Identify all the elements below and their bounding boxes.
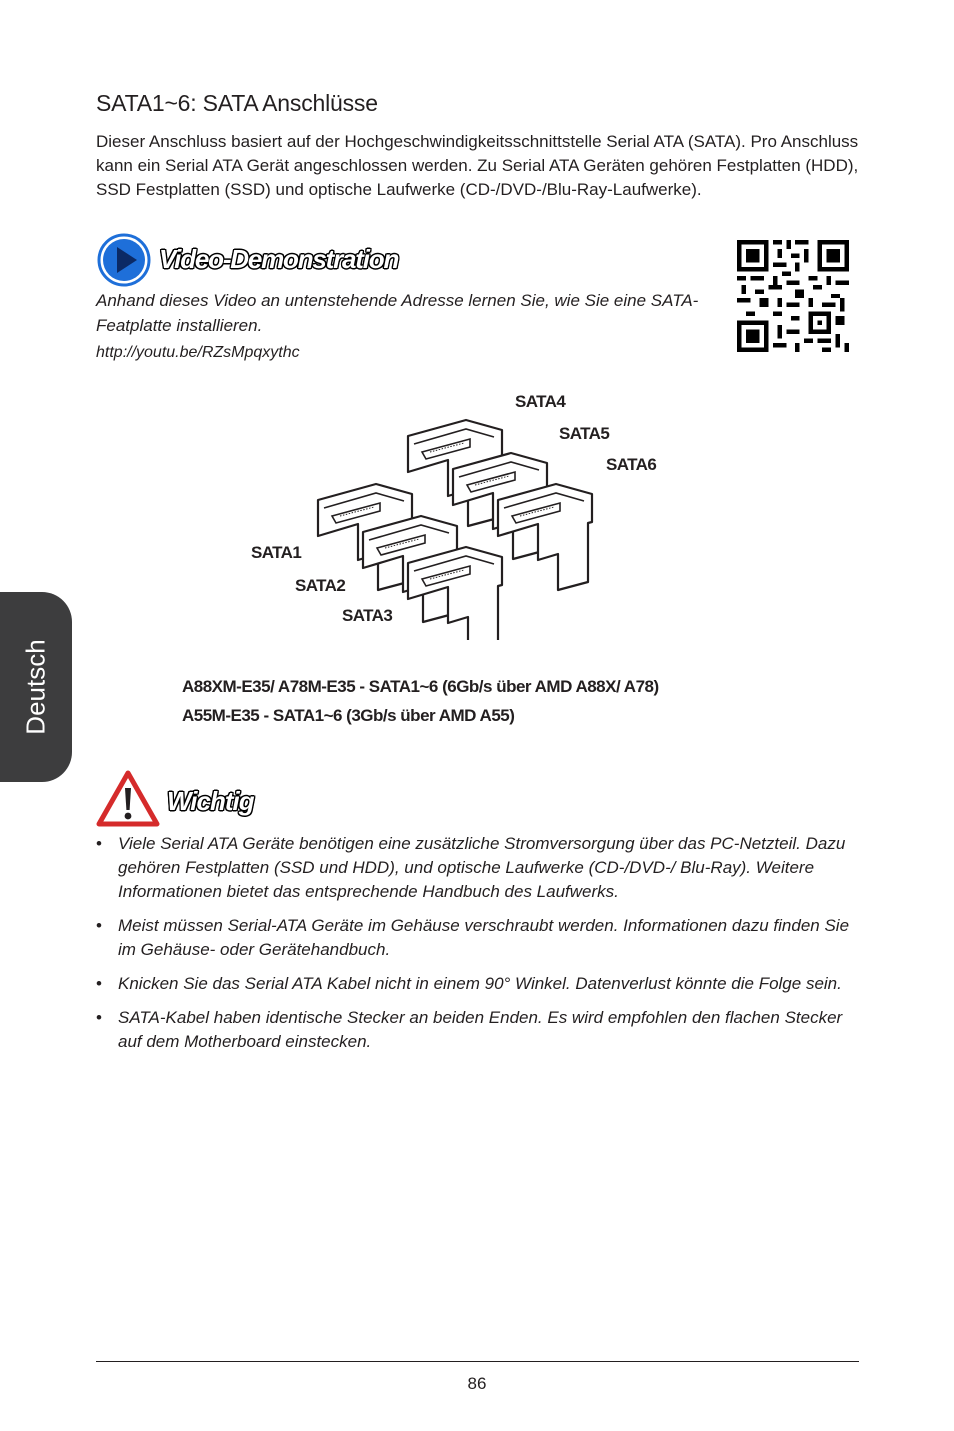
label-sata3: SATA3 (342, 606, 393, 625)
bullet: • (96, 974, 102, 993)
label-sata5: SATA5 (559, 424, 610, 443)
label-sata2: SATA2 (295, 576, 346, 595)
qr-code (737, 240, 849, 352)
video-link[interactable]: http://youtu.be/RZsMpqxythc (96, 344, 300, 361)
spec-line-1: A88XM-E35/ A78M-E35 - SATA1~6 (6Gb/s über AMD A88X/ A78) (182, 677, 659, 696)
play-icon[interactable] (96, 232, 152, 288)
label-sata1: SATA1 (251, 543, 302, 562)
note-text: SATA-Kabel haben identische Stecker an beiden Enden. Es wird empfohlen den flachen Stecker auf dem Motherboard einstecken. (118, 1008, 843, 1051)
bullet: • (96, 834, 102, 853)
important-notes (96, 832, 866, 1064)
spec-line-2: A55M-E35 - SATA1~6 (3Gb/s über AMD A55) (182, 706, 515, 725)
warning-icon (96, 770, 160, 828)
label-sata6: SATA6 (606, 455, 657, 474)
video-heading: Video-Demonstration (159, 244, 399, 274)
footer-divider (96, 1361, 859, 1362)
note-text: Meist müssen Serial-ATA Geräte im Gehäuse verschraubt werden. Informationen dazu finden Sie im Gehäuse- oder Gerätehandbuch. (118, 916, 850, 959)
list-item (96, 972, 866, 996)
page-number: 86 (467, 1374, 487, 1393)
important-heading: Wichtig (167, 786, 254, 816)
sata-connector-diagram (240, 380, 680, 640)
list-item (96, 832, 866, 904)
note-text: Viele Serial ATA Geräte benötigen eine zusätzliche Stromversorgung über das PC-Netzteil. Dazu gehören Festplatten (SSD und HDD), und optische Laufwerke (CD-/DVD-/ Blu-Ray). Weitere Informationen bietet das entsprechende Handbuch des Laufwerks. (118, 834, 846, 901)
bullet: • (96, 916, 102, 935)
list-item (96, 914, 866, 962)
section-title: SATA1~6: SATA Anschlüsse (96, 90, 378, 116)
bullet: • (96, 1008, 102, 1027)
label-sata4: SATA4 (515, 392, 566, 411)
intro-paragraph: Dieser Anschluss basiert auf der Hochgeschwindigkeitsschnittstelle Serial ATA (SATA). Pro Anschluss kann ein Serial ATA Gerät angeschlossen werden. Zu Serial ATA Geräten gehören Festplatten (HDD), SSD Festplatten (SSD) und optische Laufwerke (CD-/DVD-/Blu-Ray-Laufwerke). (96, 132, 859, 199)
list-item (96, 1006, 866, 1054)
note-text: Knicken Sie das Serial ATA Kabel nicht in einem 90° Winkel. Datenverlust könnte die Folge sein. (118, 974, 842, 993)
connector-sata3 (408, 547, 502, 640)
video-description: Anhand dieses Video an untenstehende Adresse lernen Sie, wie Sie eine SATA-Featplatte installieren. (96, 291, 699, 335)
language-tab (0, 592, 72, 782)
language-tab-label: Deutsch (20, 639, 51, 735)
